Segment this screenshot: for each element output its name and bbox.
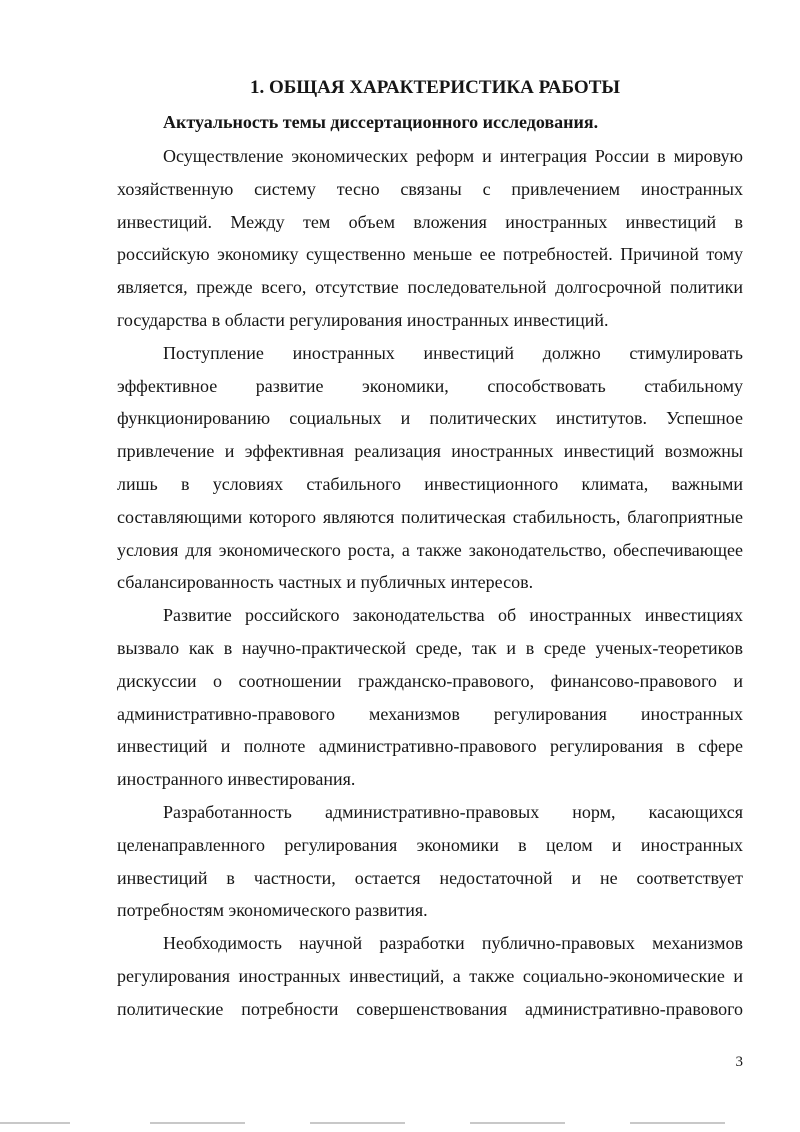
section-title: 1. ОБЩАЯ ХАРАКТЕРИСТИКА РАБОТЫ [249, 77, 621, 98]
paragraph: Поступление иностранных инвестиций должно стимулировать эффективное развитие экономики, способствовать стабильному функционированию социальных и политических институтов. Успешное привлечение и эффективная реализация иностранных инвестиций возможны лишь в условиях стабильного инвестиционного климата, важными составляющими которого являются политическая стабильность, благоприятные условия для экономического роста, а также законодательство, обеспечивающее сбалансированность частных и публичных интересов. [117, 342, 743, 593]
paragraph: Развитие российского законодательства об иностранных инвестициях вызвало как в научно-практической среде, так и в среде ученых-теоретиков дискуссии о соотношении гражданско-правового, финансово-правового и административно-правового механизмов регулирования иностранных инвестиций и полноте административно-правового регулирования в сфере иностранного инвестирования. [117, 605, 743, 790]
subsection-title: Актуальность темы диссертационного исследования. [163, 112, 599, 132]
scan-edge-marks [0, 1122, 800, 1126]
document-body [117, 140, 743, 1026]
paragraph: Необходимость научной разработки публично-правовых механизмов регулирования иностранных инвестиций, а также социально-экономические и политические потребности совершенствования административно-правового [117, 933, 743, 1019]
page-number: 3 [735, 1054, 743, 1070]
paragraph: Разработанность административно-правовых норм, касающихся целенаправленного регулирования экономики в целом и иностранных инвестиций в частности, остается недостаточной и не соответствует потребностям экономического развития. [117, 801, 743, 921]
paragraph: Осуществление экономических реформ и интеграция России в мировую хозяйственную систему тесно связаны с привлечением иностранных инвестиций. Между тем объем вложения иностранных инвестиций в российскую экономику существенно меньше ее потребностей. Причиной тому является, прежде всего, отсутствие последовательной долгосрочной политики государства в области регулирования иностранных инвестиций. [117, 146, 743, 330]
